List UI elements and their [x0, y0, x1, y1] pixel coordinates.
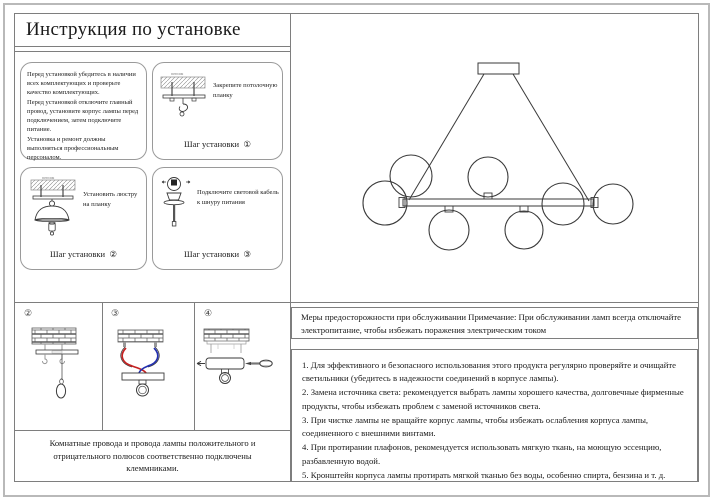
- step-label: Шаг установки ③: [184, 249, 251, 259]
- step-caption: Подключите световой кабель к шнуру питания: [197, 189, 279, 206]
- wire-connection-drawing: [102, 302, 194, 430]
- chandelier-drawing: [291, 14, 698, 301]
- bracket-hooks-drawing: [14, 302, 102, 430]
- step-number-icon: ②: [109, 249, 117, 259]
- step-box-1: [152, 62, 283, 160]
- glass-globe: [429, 210, 469, 250]
- ceiling-bracket-figure: [159, 69, 209, 131]
- wiring-caption-box: [14, 430, 291, 482]
- wiring-caption: Комнатные провода и провода лампы положительного и отрицательного полюсов соответственно подключены клеммниками.: [49, 437, 256, 474]
- page-title: Инструкция по установке: [26, 18, 241, 40]
- step-caption: Установить люстру на планку: [83, 191, 138, 208]
- step-number-icon: ③: [243, 249, 251, 259]
- intro-line: Перед установкой убедитесь в наличии всех комплектующих и проверьте качество комплектующих.: [27, 71, 136, 97]
- panel-number-icon: ④: [204, 308, 213, 318]
- glass-globe: [363, 181, 407, 225]
- care-item: 5. Кронштейн корпуса лампы протирать мягкой тканью без воды, особенно спирта, бензина и т. д.: [302, 469, 666, 480]
- ceiling-label: потолок: [171, 72, 184, 76]
- title-cell: [14, 13, 291, 47]
- intro-line: Установка и ремонт должны выполняться профессиональным персоналом.: [27, 135, 119, 161]
- step-box-2: [20, 167, 147, 270]
- connect-cable-figure: [161, 174, 191, 238]
- screwdriver-tip: [245, 362, 251, 365]
- step-label: Шаг установки ②: [50, 249, 117, 259]
- panel-number-icon: ②: [24, 308, 33, 318]
- wiring-panel-2: [102, 302, 194, 430]
- glass-globe: [468, 157, 508, 197]
- ceiling-label: потолок: [42, 176, 55, 180]
- panel-number-icon: ③: [111, 308, 120, 318]
- step-caption: Закрепите потолочную планку: [213, 82, 278, 99]
- glass-globe: [542, 183, 584, 225]
- blue-wire: [139, 348, 158, 373]
- maintenance-note-box: [291, 307, 698, 339]
- step-label: Шаг установки ①: [184, 139, 251, 149]
- mount-chandelier-figure: [29, 174, 79, 240]
- wiring-panel-1: [14, 302, 102, 430]
- care-item: 2. Замена источника света: рекомендуется выбрать лампы хорошего качества, долговечные фирменные продукты, чтобы избежать проблем с заменой источников света.: [302, 387, 684, 411]
- intro-line: Перед установкой отключите главный провод, установите корпус лампы перед подключением, затем подключите питание.: [27, 98, 139, 134]
- maintenance-note: Меры предосторожности при обслуживании Примечание: При обслуживании ламп всегда отключайте электропитание, чтобы избежать поражения электрическим током: [301, 312, 682, 336]
- title-underline: [14, 51, 291, 52]
- care-item: 1. Для эффективного и безопасного использования этого продукта регулярно проверяйте и очищайте светильники (убедитесь в надежности соединений в корпусе лампы).: [302, 360, 677, 384]
- canopy-screwdriver-drawing: [194, 302, 290, 430]
- glass-globe: [593, 184, 633, 224]
- intro-notes-box: [20, 62, 147, 160]
- glass-globe: [505, 211, 543, 249]
- care-item: 3. При чистке лампы не вращайте корпус лампы, чтобы избежать ослабления корпуса лампы, соединенного с внешними винтами.: [302, 414, 649, 439]
- care-instructions-box: [291, 349, 698, 482]
- step-number-icon: ①: [243, 139, 251, 149]
- step-box-3: [152, 167, 283, 270]
- wiring-panel-3: [194, 302, 290, 430]
- care-item: 4. При протирании плафонов, рекомендуется использовать мягкую ткань, на моющую эссенцию, разбавленную водой.: [302, 442, 662, 466]
